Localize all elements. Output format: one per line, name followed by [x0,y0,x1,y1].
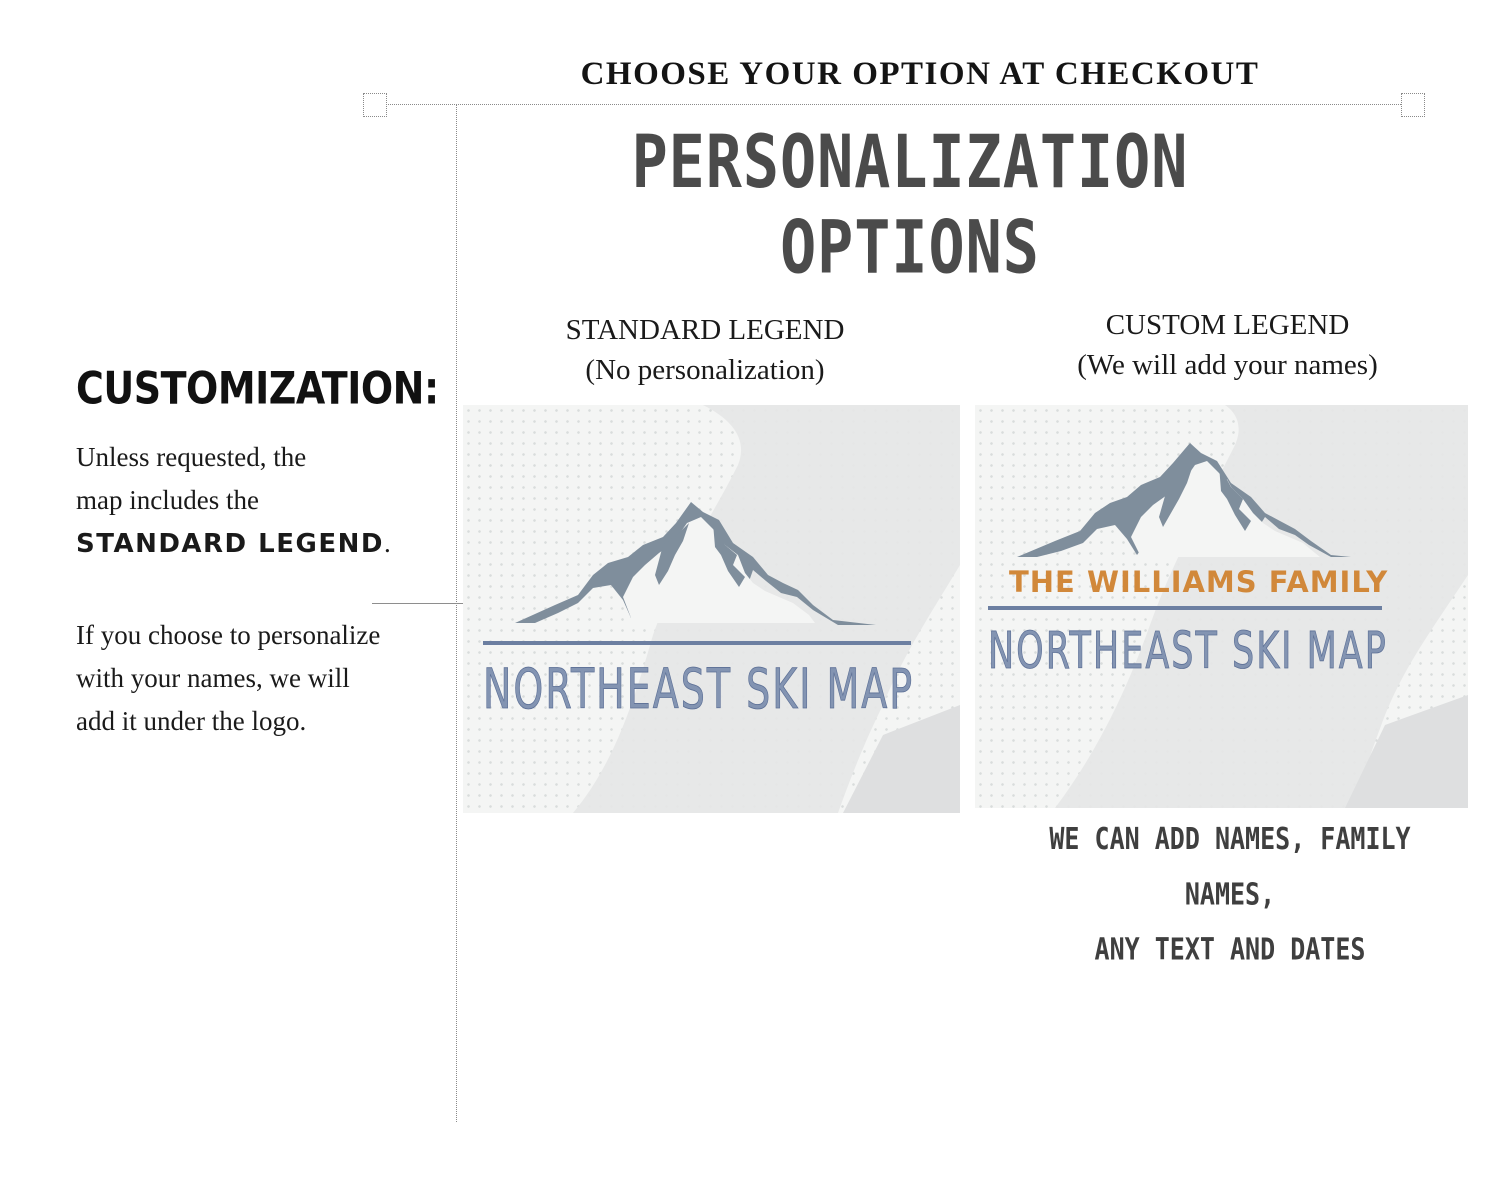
legend-map-title: NORTHEAST SKI MAP [988,623,1388,681]
explanation-line: add it under the logo. [76,706,307,736]
personalization-options-title: PERSONALIZATION OPTIONS [631,120,1189,291]
note-line: ANY TEXT AND DATES [1094,932,1366,967]
selection-handle-right [1401,93,1425,117]
selection-handle-left [363,93,387,117]
mountain-logo-icon [463,405,960,813]
guide-line-horizontal [385,104,1403,105]
standard-legend-emphasis: STANDARD LEGEND [76,529,384,559]
explanation-line: map includes the [76,485,259,515]
connector-line [372,603,464,604]
custom-legend-subtitle: (We will add your names) [1077,349,1378,381]
legend-divider-line [988,606,1382,610]
note-line: WE CAN ADD NAMES, FAMILY NAMES, [1049,821,1411,912]
custom-legend-heading [975,305,1480,385]
custom-options-note [1000,812,1460,978]
explanation-line: If you choose to personalize [76,620,381,650]
legend-divider-line [483,641,911,645]
checkout-title: CHOOSE YOUR OPTION AT CHECKOUT [580,56,1260,92]
customization-heading: CUSTOMIZATION: [76,362,439,414]
explanation-punctuation: . [383,528,391,558]
default-legend-explanation [76,436,436,566]
custom-legend-preview [975,405,1468,808]
personalize-explanation [76,614,436,743]
standard-legend-subtitle: (No personalization) [585,354,825,386]
explanation-line: with your names, we will [76,663,350,693]
standard-legend-title: STANDARD LEGEND [565,314,845,346]
standard-legend-preview [463,405,960,813]
family-name-text: THE WILLIAMS FAMILY [1009,565,1389,599]
guide-line-vertical [456,104,457,1122]
legend-map-title: NORTHEAST SKI MAP [483,657,915,721]
standard-legend-heading [460,310,950,390]
explanation-line: Unless requested, the [76,442,307,472]
custom-legend-title: CUSTOM LEGEND [1105,309,1350,341]
